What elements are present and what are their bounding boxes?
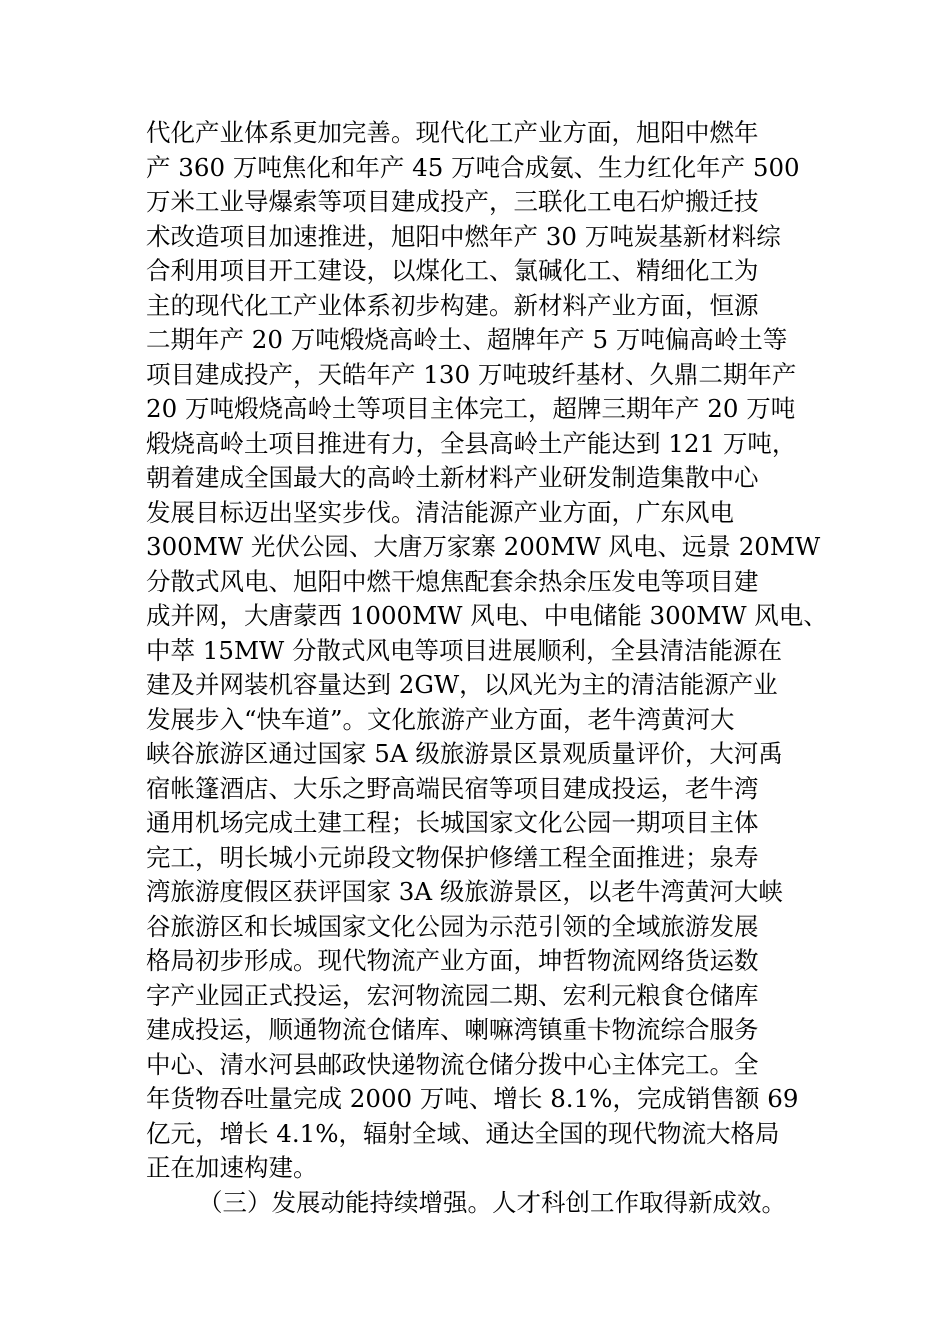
text-line: 正在加速构建。 [146,1153,318,1182]
text-line: 建及并网装机容量达到 2GW，以风光为主的清洁能源产业 [146,670,778,699]
text-line: 发展目标迈出坚实步伐。清洁能源产业方面，广东风电 [146,497,734,527]
text-line: 通用机场完成土建工程；长城国家文化公园一期项目主体 [146,808,759,837]
text-line: 完工，明长城小元峁段文物保护修缮工程全面推进；泉寿 [146,842,759,872]
text-line: 300MW 光伏公园、大唐万家寨 200MW 风电、远景 20MW [146,532,821,561]
text-line: 格局初步形成。现代物流产业方面，坤哲物流网络货运数 [146,946,759,975]
text-line: 中萃 15MW 分散式风电等项目进展顺利，全县清洁能源在 [146,635,783,665]
text-line: 成并网，大唐蒙西 1000MW 风电、中电储能 300MW 风电、 [146,601,828,630]
text-line: 建成投运，顺通物流仓储库、喇嘛湾镇重卡物流综合服务 [146,1015,759,1044]
text-line: 主的现代化工产业体系初步构建。新材料产业方面，恒源 [146,290,759,320]
text-line: 朝着建成全国最大的高岭土新材料产业研发制造集散中心 [146,463,759,492]
text-line: 万米工业导爆索等项目建成投产，三联化工电石炉搬迁技 [146,187,759,216]
text-line: 二期年产 20 万吨煅烧高岭土、超牌年产 5 万吨偏高岭土等 [146,325,788,354]
text-line: 宿帐篷酒店、大乐之野高端民宿等项目建成投运，老牛湾 [146,773,759,803]
text-line: 产 360 万吨焦化和年产 45 万吨合成氨、生力红化年产 500 [146,152,800,182]
text-line: 20 万吨煅烧高岭土等项目主体完工，超牌三期年产 20 万吨 [146,394,796,423]
body-text [146,116,826,1220]
text-line: 发展步入“快车道”。文化旅游产业方面，老牛湾黄河大 [146,704,735,734]
text-line: 字产业园正式投运，宏河物流园二期、宏利元粮食仓储库 [146,980,759,1010]
text-line: 合利用项目开工建设，以煤化工、氯碱化工、精细化工为 [146,256,759,285]
text-line: 代化产业体系更加完善。现代化工产业方面，旭阳中燃年 [146,118,759,147]
text-line: 项目建成投产，天皓年产 130 万吨玻纤基材、久鼎二期年产 [146,359,797,389]
text-line: 谷旅游区和长城国家文化公园为示范引领的全域旅游发展 [146,911,759,941]
text-line: 分散式风电、旭阳中燃干熄焦配套余热余压发电等项目建 [146,566,759,596]
text-line: 煅烧高岭土项目推进有力，全县高岭土产能达到 121 万吨， [146,428,797,458]
text-line: 术改造项目加速推进，旭阳中燃年产 30 万吨炭基新材料综 [146,221,781,251]
section-heading-line: （三）发展动能持续增强。人才科创工作取得新成效。 [198,1187,786,1217]
text-line: 亿元，增长 4.1%，辐射全域、通达全国的现代物流大格局 [146,1118,780,1148]
text-line: 峡谷旅游区通过国家 5A 级旅游景区景观质量评价，大河禹 [146,739,783,768]
text-line: 中心、清水河县邮政快递物流仓储分拨中心主体完工。全 [146,1049,759,1079]
text-line: 湾旅游度假区获评国家 3A 级旅游景区，以老牛湾黄河大峡 [146,877,783,906]
text-line: 年货物吞吐量完成 2000 万吨、增长 8.1%，完成销售额 69 [146,1084,799,1113]
